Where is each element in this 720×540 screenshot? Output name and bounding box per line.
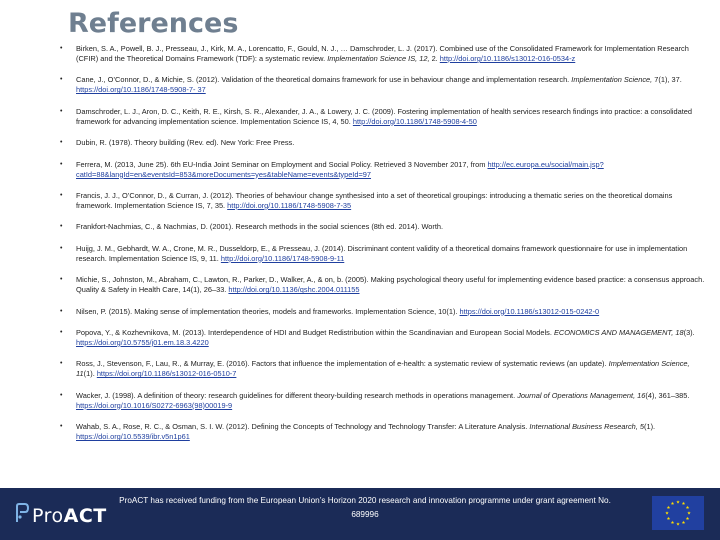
page-title: References bbox=[68, 8, 239, 39]
reference-item bbox=[56, 359, 706, 379]
reference-item bbox=[56, 307, 706, 317]
bullet-icon: • bbox=[60, 307, 63, 315]
reference-text: Frankfort-Nachmias, C., & Nachmias, D. (2001). Research methods in the social sciences (8th ed. 2014). Worth. bbox=[76, 222, 444, 232]
reference-text: Francis, J. J., O’Connor, D., & Curran, J. (2012). Theories of behaviour change synthesised into a set of theoretical groupings: introducing a thematic series on the theoretical domains framework. Implementation Science IS, 7, 35. bbox=[76, 190, 673, 210]
footer-band bbox=[0, 488, 720, 540]
reference-text: Nilsen, P. (2015). Making sense of implementation theories, models and frameworks. Implementation Science, 10(1). bbox=[76, 306, 460, 316]
logo-mark-icon bbox=[14, 502, 30, 524]
reference-item bbox=[56, 391, 706, 411]
reference-link[interactable]: https://doi.org/10.5539/ibr.v5n1p61 bbox=[76, 432, 190, 442]
reference-text: Michie, S., Johnston, M., Abraham, C., Lawton, R., Parker, D., Walker, A., & on, b. (2005). Making psychological theory useful for implementing evidence based practice: a consensus approach. Quality & Safety in Health Care, 14(1), 26–33. bbox=[76, 275, 705, 295]
reference-link[interactable]: http://doi.org/10.1186/1748-5908-4-50 bbox=[352, 116, 477, 126]
reference-text: (1). bbox=[644, 422, 656, 432]
reference-text: (4), 361–385. bbox=[645, 390, 690, 400]
reference-link[interactable]: http://doi.org/10.1186/1748-5908-9-11 bbox=[220, 253, 345, 263]
reference-item bbox=[56, 275, 706, 295]
reference-link[interactable]: https://doi.org/10.1186/1748-5908-7- 37 bbox=[76, 85, 206, 95]
reference-item bbox=[56, 138, 706, 148]
reference-source: Implementation Science, bbox=[571, 75, 653, 85]
reference-link[interactable]: http://ec.europa.eu/social/main.jsp?catId=88&langId=en&eventsId=853&moreDocuments=yes&tableName=events&typeId=97 bbox=[76, 159, 604, 179]
bullet-icon: • bbox=[60, 360, 63, 368]
reference-text: 7(1), 37. bbox=[652, 75, 682, 85]
proact-logo bbox=[10, 498, 120, 528]
reference-text: Popova, Y., & Kozhevnikova, M. (2013). Interdependence of HDI and Budget Redistribution within the Scandinavian and European Social Models. bbox=[76, 327, 554, 337]
reference-source: Implementation Science IS, 12, bbox=[327, 54, 430, 63]
logo-text-pro: Pro bbox=[32, 505, 64, 527]
reference-text: Huijg, J. M., Gebhardt, W. A., Crone, M. R., Dusseldorp, E., & Presseau, J. (2014). Discriminant content validity of a theoretical domains framework questionnaire for use in implementation research. Implementation Science IS, 9, 11. bbox=[76, 243, 688, 263]
bullet-icon: • bbox=[60, 423, 63, 431]
reference-text: Damschroder, L. J., Aron, D. C., Keith, R. E., Kirsh, S. R., Alexander, J. A., & Lowery, J. C. (2009). Fostering implementation of health services research findings into practice: a consolidated framework for advancing implementation science. Implementation Science IS, 4, 50. bbox=[76, 106, 693, 126]
reference-text: Cane, J., O’Connor, D., & Michie, S. (2012). Validation of the theoretical domains framework for use in behaviour change and implementation research. bbox=[76, 75, 572, 85]
reference-item bbox=[56, 222, 706, 232]
reference-link[interactable]: https://doi.org/10.1186/s13012-015-0242-0 bbox=[459, 306, 600, 316]
bullet-icon: • bbox=[60, 328, 63, 336]
eu-flag-icon bbox=[652, 496, 704, 530]
bullet-icon: • bbox=[60, 76, 63, 84]
reference-text: Ferrera, M. (2013, June 25). 6th EU-India Joint Seminar on Employment and Social Policy. Retrieved 3 November 2017, from bbox=[76, 159, 488, 169]
reference-text: Wahab, S. A., Rose, R. C., & Osman, S. I. W. (2012). Defining the Concepts of Technology and Technology Transfer: A Literature Analysis. bbox=[76, 422, 530, 432]
reference-link[interactable]: http://doi.org/10.1186/1748-5908-7-35 bbox=[227, 200, 352, 210]
reference-source: Journal of Operations Management, 16 bbox=[517, 390, 646, 400]
bullet-icon: • bbox=[60, 391, 63, 399]
funding-statement: ProACT has received funding from the European Union’s Horizon 2020 research and innovation programme under grant agreement No. 689996 bbox=[119, 496, 611, 519]
reference-source: Implementation Science, 11 bbox=[76, 359, 690, 379]
reference-item bbox=[56, 44, 706, 64]
reference-link[interactable]: https://doi.org/10.5755/j01.em.18.3.4220 bbox=[76, 337, 209, 347]
reference-item bbox=[56, 244, 706, 264]
reference-text: Birken, S. A., Powell, B. J., Presseau, J., Kirk, M. A., Lorencatto, F., Gould, N. J., … Damschroder, L. J. (2017). Combined use of the Consolidated Framework for Implementation Research (CFIR) and the Theoretical Domains Framework (TDF): a systematic review. bbox=[76, 44, 689, 63]
reference-link[interactable]: https://doi.org/10.1186/s13012-016-0510-7 bbox=[96, 369, 237, 379]
reference-link[interactable]: https://doi.org/10.1016/S0272-6963(98)00019-9 bbox=[76, 400, 233, 410]
bullet-icon: • bbox=[60, 45, 63, 52]
reference-source: ECONOMICS AND MANAGEMENT, 18 bbox=[553, 327, 684, 337]
reference-item bbox=[56, 75, 706, 95]
reference-text: Dubin, R. (1978). Theory building (Rev. ed). New York: Free Press. bbox=[76, 138, 295, 148]
reference-item bbox=[56, 191, 706, 211]
reference-text: 2. bbox=[429, 54, 440, 63]
reference-text: (1). bbox=[83, 369, 97, 379]
reference-item bbox=[56, 328, 706, 348]
reference-text: Wacker, J. (1998). A definition of theory: research guidelines for different theory-building research methods in operations management. bbox=[76, 390, 518, 400]
bullet-icon: • bbox=[60, 139, 63, 147]
bullet-icon: • bbox=[60, 191, 63, 199]
reference-item bbox=[56, 422, 706, 442]
bullet-icon: • bbox=[60, 276, 63, 284]
bullet-icon: • bbox=[60, 244, 63, 252]
bullet-icon: • bbox=[60, 107, 63, 115]
reference-source: International Business Research, 5 bbox=[529, 422, 645, 432]
reference-item bbox=[56, 107, 706, 127]
reference-text: (3). bbox=[683, 327, 695, 337]
reference-link[interactable]: http://doi.org/10.1186/s13012-016-0534-z bbox=[439, 54, 576, 63]
logo-text bbox=[32, 505, 107, 527]
logo-text-act: ACT bbox=[63, 505, 107, 527]
reference-item bbox=[56, 160, 706, 180]
reference-link[interactable]: http://doi.org/10.1136/qshc.2004.011155 bbox=[228, 285, 360, 295]
bullet-icon: • bbox=[60, 160, 63, 168]
reference-list bbox=[56, 44, 706, 453]
bullet-icon: • bbox=[60, 223, 63, 231]
reference-text: Ross, J., Stevenson, F., Lau, R., & Murray, E. (2016). Factors that influence the implementation of e-health: a systematic review of systematic reviews (an update). bbox=[76, 359, 609, 369]
